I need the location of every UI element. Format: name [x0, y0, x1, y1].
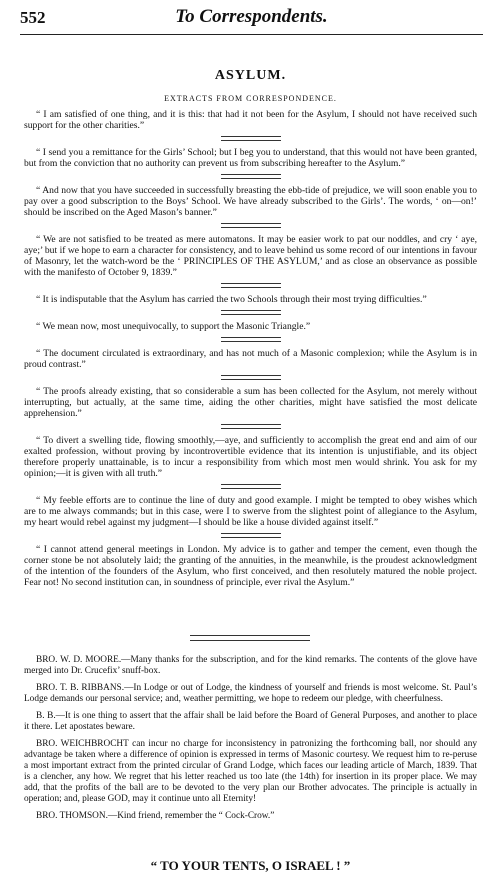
separator-rule: [221, 136, 281, 141]
extract-paragraph: “ The document circulated is extraordinary, and has not much of a Masonic complexion; while the Asylum is in proud contrast.”: [24, 348, 477, 370]
header-rule: [20, 34, 483, 35]
extract-paragraph: “ To divert a swelling tide, flowing smoothly,—aye, and sufficiently to accomplish the great end and aim of our exalted profession, without proving by incontrovertible evidence that its intention is unjustifiable, and its object therefore properly unattainable, is to incur a responsibility from which most men would shrink. You ask for my opinion;—it is given with all truth.”: [24, 435, 477, 479]
correspondent-text: can incur no charge for inconsistency in patronizing the forthcoming ball, nor should any advantage be taken where a difference of opinion is expressed in terms of Masonic courtesy. We request him to re-peruse a most important extract from the printed circular of Grand Lodge, which faces our leading article of March, 1839. That is a clencher, any how. We regret that his letter reached us too late (the 14th) for insertion in its proper place. We may add, that the profits of the ball are to be devoted to the very plan our Brother advocates. The principle is actually in operation; and, please GOD, may it continue unto all Eternity!: [24, 739, 477, 804]
separator-rule: [221, 223, 281, 228]
correspondent-text: —Kind friend, remember the “ Cock-Crow.”: [107, 811, 275, 821]
correspondent-text: —Many thanks for the subscription, and for the kind remarks. The contents of the glove have merged into Dr. Crucefix’ snuff-box.: [24, 655, 477, 676]
separator-rule: [221, 424, 281, 429]
page-header: [20, 6, 483, 32]
page-number: 552: [20, 8, 46, 27]
separator-rule: [221, 310, 281, 315]
article-title: ASYLUM.: [214, 68, 287, 83]
correspondents-list: [24, 655, 477, 828]
extract-paragraph: “ I am satisfied of one thing, and it is this: that had it not been for the Asylum, I should not have received such support for the other charities.”: [24, 109, 477, 131]
extract-paragraph: “ The proofs already existing, that so considerable a sum has been collected for the Asylum, not merely without interrupting, but actually, at the same time, aiding the other charities, might have satisfied the most delicate apprehension.”: [24, 386, 477, 419]
separator-rule: [221, 337, 281, 342]
correspondent-name: BRO. WEICHBROCHT: [36, 739, 129, 749]
article-subtitle: EXTRACTS FROM CORRESPONDENCE.: [164, 94, 337, 103]
extract-paragraph: “ I cannot attend general meetings in London. My advice is to gather and temper the cement, even though the corner stone be not absolutely laid; the granting of the annuities, in the meanwhile, is the proudest acknowledgment of the intention of the founders of the Asylum, who first conceived, and then resolutely matured the noble project. Fear not! No second institution can, in soundness of principle, ever rival the Asylum.”: [24, 544, 477, 588]
running-title: To Correspondents.: [175, 6, 328, 27]
correspondent-note: [24, 711, 477, 733]
extract-paragraph: “ We mean now, most unequivocally, to support the Masonic Triangle.”: [36, 321, 311, 332]
extract-paragraph: “ My feeble efforts are to continue the line of duty and good example. I might be tempted to obey wishes which are to me always commands; but in this case, were I to swerve from the slightest point of allegiance to the Asylum, my heart would rebel against my judgment—I should be like a house divided against itself.”: [24, 495, 477, 528]
separator-rule: [221, 375, 281, 380]
extract-paragraph: “ We are not satisfied to be treated as mere automatons. It may be easier work to pat our noddles, and cry ‘ aye, aye;’ but if we hope to earn a character for consistency, and to leave behind us some record of our intentions in favour of Masonry, let the watch-word be the ‘ PRINCIPLES OF THE ASYLUM,’ and as close an observance as possible with the manifesto of October 9, 1839.”: [24, 234, 477, 278]
correspondent-name: BRO. T. B. RIBBANS.: [36, 683, 125, 693]
separator-rule: [221, 484, 281, 489]
correspondent-note: [24, 811, 477, 822]
correspondent-name: BRO. W. D. MOORE.: [36, 655, 122, 665]
separator-rule: [221, 533, 281, 538]
correspondent-name: B. B.: [36, 711, 56, 721]
correspondent-name: BRO. THOMSON.: [36, 811, 108, 821]
correspondent-note: [24, 739, 477, 805]
separator-rule: [221, 283, 281, 288]
extract-paragraph: “ It is indisputable that the Asylum has carried the two Schools through their most trying difficulties.”: [36, 294, 427, 305]
section-separator: [190, 635, 310, 641]
correspondent-text: —It is one thing to assert that the affair shall be laid before the Board of General Purposes, and another to place it there. Let apostates beware.: [24, 711, 477, 732]
correspondent-text: —In Lodge or out of Lodge, the kindness of yourself and friends is most welcome. St. Paul’s Lodge demands our personal service; and, weather permitting, we hope to redeem our pledge, with cheerfulness.: [24, 683, 477, 704]
closing-line: “ TO YOUR TENTS, O ISRAEL ! ”: [150, 858, 351, 873]
extract-paragraph: “ And now that you have succeeded in successfully breasting the ebb-tide of prejudice, we will soon enable you to pay over a good subscription to the Boys’ School. We have already subscribed to the Girls’. The words, ‘ on—on!’ should be inscribed on the Aged Mason’s banner.”: [24, 185, 477, 218]
extracts-list: [24, 109, 477, 588]
correspondent-note: [24, 655, 477, 677]
separator-rule: [221, 174, 281, 179]
extract-paragraph: “ I send you a remittance for the Girls’ School; but I beg you to understand, that this would not have been granted, but from the conviction that no authority can prevent us from subscribing hereafter to the Asylum.”: [24, 147, 477, 169]
correspondent-note: [24, 683, 477, 705]
